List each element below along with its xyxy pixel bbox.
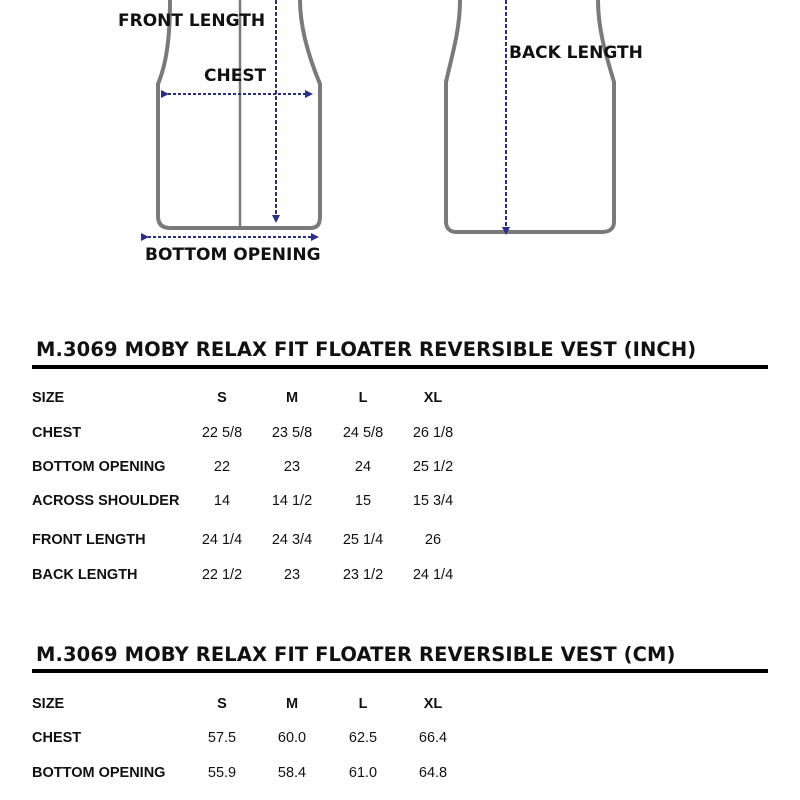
cell-value: 57.5 bbox=[207, 730, 237, 746]
cell-value: 64.8 bbox=[418, 765, 448, 781]
table-header-row bbox=[0, 696, 800, 716]
size-xl-header: XL bbox=[423, 696, 443, 712]
cell-value: 22 bbox=[213, 459, 231, 475]
table-row bbox=[0, 765, 800, 785]
cell-value: 24 1/4 bbox=[412, 567, 454, 583]
row-label: FRONT LENGTH bbox=[32, 532, 146, 548]
size-m-header: M bbox=[285, 390, 299, 406]
cell-value: 24 1/4 bbox=[201, 532, 243, 548]
chest-label: CHEST bbox=[204, 66, 267, 86]
cell-value: 26 1/8 bbox=[412, 425, 454, 441]
table-row bbox=[0, 425, 800, 445]
cell-value: 26 bbox=[424, 532, 442, 548]
size-xl-header: XL bbox=[423, 390, 443, 406]
row-label: CHEST bbox=[32, 730, 82, 746]
cell-value: 23 bbox=[283, 459, 301, 475]
cell-value: 23 bbox=[283, 567, 301, 583]
cell-value: 24 bbox=[354, 459, 372, 475]
table-row bbox=[0, 567, 800, 587]
size-header: SIZE bbox=[32, 390, 65, 406]
table-row bbox=[0, 532, 800, 552]
table-header-row bbox=[0, 390, 800, 410]
cell-value: 14 bbox=[213, 493, 231, 509]
row-label: CHEST bbox=[32, 425, 82, 441]
cell-value: 15 bbox=[354, 493, 372, 509]
cell-value: 23 5/8 bbox=[271, 425, 313, 441]
cell-value: 22 5/8 bbox=[201, 425, 243, 441]
cell-value: 25 1/4 bbox=[342, 532, 384, 548]
cell-value: 25 1/2 bbox=[412, 459, 454, 475]
row-label: ACROSS SHOULDER bbox=[32, 493, 180, 509]
cell-value: 15 3/4 bbox=[412, 493, 454, 509]
cell-value: 14 1/2 bbox=[271, 493, 313, 509]
cell-value: 55.9 bbox=[207, 765, 237, 781]
size-header: SIZE bbox=[32, 696, 65, 712]
measurement-arrows bbox=[148, 0, 506, 237]
back-vest-outline bbox=[446, 0, 614, 232]
cell-value: 58.4 bbox=[277, 765, 307, 781]
size-m-header: M bbox=[285, 696, 299, 712]
cell-value: 22 1/2 bbox=[201, 567, 243, 583]
row-label: BOTTOM OPENING bbox=[32, 459, 166, 475]
cell-value: 24 3/4 bbox=[271, 532, 313, 548]
size-l-header: L bbox=[358, 696, 368, 712]
cell-value: 23 1/2 bbox=[342, 567, 384, 583]
table-row bbox=[0, 493, 800, 513]
table-row bbox=[0, 730, 800, 750]
vest-measurement-diagram bbox=[0, 0, 800, 300]
row-label: BACK LENGTH bbox=[32, 567, 138, 583]
cell-value: 66.4 bbox=[418, 730, 448, 746]
cell-value: 62.5 bbox=[348, 730, 378, 746]
bottom-opening-label: BOTTOM OPENING bbox=[145, 245, 321, 265]
cell-value: 61.0 bbox=[348, 765, 378, 781]
cell-value: 24 5/8 bbox=[342, 425, 384, 441]
front-length-label: FRONT LENGTH bbox=[118, 11, 266, 31]
size-l-header: L bbox=[358, 390, 368, 406]
divider bbox=[32, 365, 768, 369]
row-label: BOTTOM OPENING bbox=[32, 765, 166, 781]
table-title: M.3069 MOBY RELAX FIT FLOATER REVERSIBLE VEST (CM) bbox=[36, 643, 676, 666]
size-s-header: S bbox=[217, 696, 227, 712]
back-length-label: BACK LENGTH bbox=[509, 43, 643, 63]
cell-value: 60.0 bbox=[277, 730, 307, 746]
table-title: M.3069 MOBY RELAX FIT FLOATER REVERSIBLE VEST (INCH) bbox=[36, 338, 697, 361]
divider bbox=[32, 669, 768, 673]
size-s-header: S bbox=[217, 390, 227, 406]
table-row bbox=[0, 459, 800, 479]
front-vest-outline bbox=[158, 0, 320, 228]
